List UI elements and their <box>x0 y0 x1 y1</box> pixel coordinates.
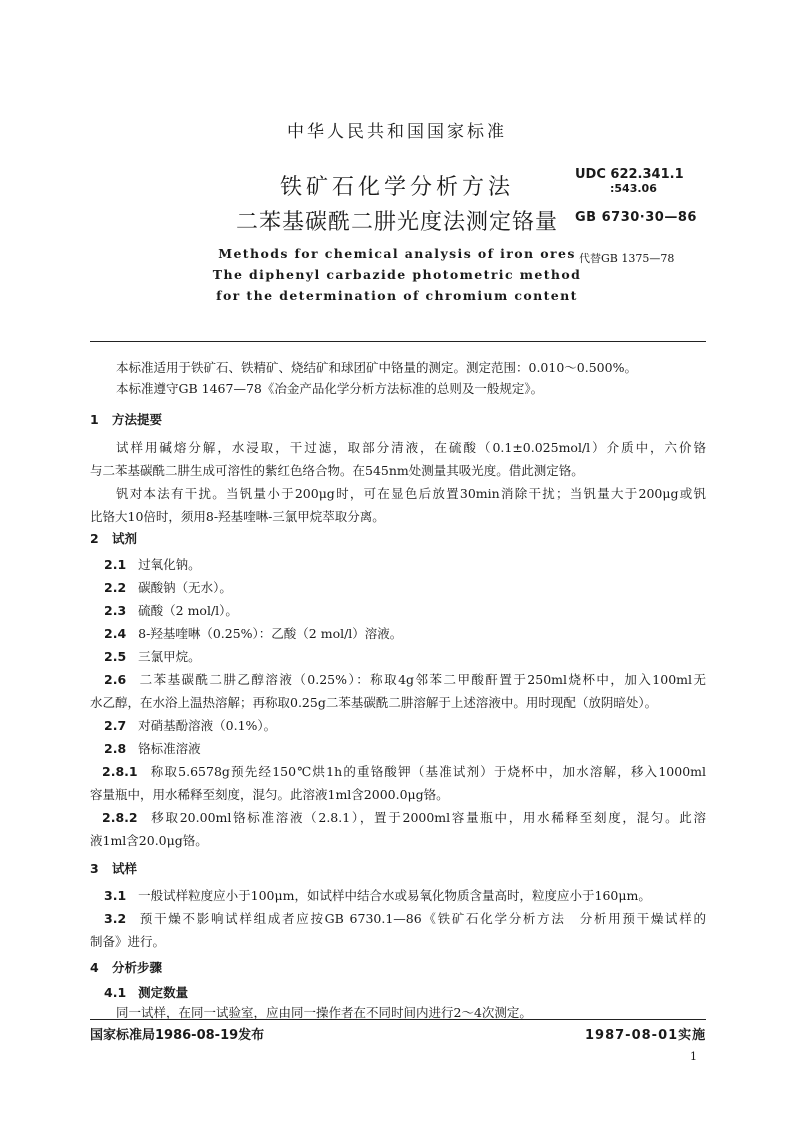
item-text: 碳酸钠（无水）。 <box>138 580 232 595</box>
item-text: 移取20.00ml铬标准溶液（2.8.1），置于2000ml容量瓶中，用水稀释至刻度，混匀。此溶 <box>149 810 706 825</box>
section-1-para-2-line-1: 钒对本法有干扰。当钒量小于200μg时，可在显色后放置30min消除干扰；当钒量大于200μg或钒 <box>116 486 706 501</box>
title-en-line-2: The diphenyl carbazide photometric method <box>212 267 582 282</box>
section-number: 3 <box>90 861 99 876</box>
gb-number: GB 6730·30—86 <box>575 210 697 225</box>
udc-code-suffix: :543.06 <box>610 182 657 195</box>
document-title-cn: 铁矿石化学分析方法 <box>279 175 514 200</box>
reagent-subitem-continuation: 液1ml含20.0μg铬。 <box>90 833 208 848</box>
item-number: 3.1 <box>104 888 127 903</box>
section-3-heading <box>90 859 137 877</box>
reagent-item <box>90 553 706 576</box>
item-number: 2.4 <box>104 626 127 641</box>
reagent-item <box>90 645 706 668</box>
item-number: 4.1 <box>104 985 127 1000</box>
reagent-item-continuation: 水乙醇，在水浴上温热溶解；再称取0.25g二苯基碳酰二肼溶解于上述溶液中。用时现配（放阴暗处）。 <box>90 695 658 710</box>
section-title: 试剂 <box>112 531 138 546</box>
section-1-para-1-line-1: 试样用碱熔分解，水浸取，干过滤，取部分清液，在硫酸（0.1±0.025mol/l）介质中，六价铬 <box>116 440 706 455</box>
section-number: 1 <box>90 412 99 427</box>
item-text: 对硝基酚溶液（0.1%）。 <box>138 718 277 733</box>
sample-item <box>90 884 706 907</box>
section-1-para-1-line-2: 与二苯基碳酰二肼生成可溶性的紫红色络合物。在545nm处测量其吸光度。借此测定铬。 <box>90 463 584 478</box>
item-number: 2.2 <box>104 580 127 595</box>
item-number: 2.7 <box>104 718 127 733</box>
title-en-line-3: for the determination of chromium content <box>216 288 578 303</box>
header-divider <box>90 341 706 342</box>
section-4-heading <box>90 958 162 976</box>
item-text: 8-羟基喹啉（0.25%）：乙酸（2 mol/l）溶液。 <box>138 626 403 641</box>
item-number: 2.5 <box>104 649 127 664</box>
item-text: 三氯甲烷。 <box>138 649 201 664</box>
reagent-item <box>90 622 706 645</box>
item-text: 二苯基碳酰二肼乙醇溶液（0.25%）：称取4g邻苯二甲酸酐置于250ml烧杯中，加入100ml无 <box>138 672 706 687</box>
item-number: 2.8 <box>104 741 127 756</box>
intro-scope: 本标准适用于铁矿石、铁精矿、烧结矿和球团矿中铬量的测定。测定范围：0.010～0.500%。 <box>116 360 637 375</box>
item-text: 硫酸（2 mol/l）。 <box>138 603 238 618</box>
item-text: 铬标准溶液 <box>138 741 201 756</box>
item-text: 一般试样粒度应小于100μm，如试样中结合水或易氧化物质含量高时，粒度应小于160μm。 <box>138 888 651 903</box>
section-title: 方法提要 <box>112 412 163 427</box>
reagent-item <box>90 737 706 760</box>
national-standard-heading: 中华人民共和国国家标准 <box>287 122 507 142</box>
intro-compliance: 本标准遵守GB 1467—78《冶金产品化学分析方法标准的总则及一般规定》。 <box>116 381 544 396</box>
item-text: 预干燥不影响试样组成者应按GB 6730.1—86《铁矿石化学分析方法 分析用预干燥试样的 <box>138 911 706 926</box>
section-number: 4 <box>90 960 99 975</box>
issued-date: 国家标准局1986-08-19发布 <box>90 1028 265 1043</box>
procedure-paragraph: 同一试样，在同一试验室，应由同一操作者在不同时间内进行2～4次测定。 <box>116 1005 532 1020</box>
item-number: 2.3 <box>104 603 127 618</box>
item-number: 2.8.1 <box>102 764 138 779</box>
section-title: 试样 <box>112 861 138 876</box>
udc-code: UDC 622.341.1 <box>575 167 684 182</box>
section-1-para-2-line-2: 比铬大10倍时，须用8-羟基喹啉-三氯甲烷萃取分离。 <box>90 509 385 524</box>
section-number: 2 <box>90 531 99 546</box>
item-text: 测定数量 <box>138 985 189 1000</box>
reagent-subitem <box>90 806 706 829</box>
item-text: 称取5.6578g预先经150℃烘1h的重铬酸钾（基准试剂）于烧杯中，加水溶解，移入1000ml <box>149 764 706 779</box>
section-2-heading <box>90 529 137 547</box>
title-en-line-1: Methods for chemical analysis of iron ores <box>218 246 576 261</box>
section-title: 分析步骤 <box>112 960 163 975</box>
sample-item <box>90 907 706 930</box>
item-number: 3.2 <box>104 911 127 926</box>
document-subtitle-cn: 二苯基碳酰二肼光度法测定铬量 <box>235 210 558 235</box>
item-number: 2.8.2 <box>102 810 138 825</box>
sample-item-continuation: 制备》进行。 <box>90 934 166 949</box>
section-1-heading <box>90 410 162 428</box>
item-number: 2.1 <box>104 557 127 572</box>
item-text: 过氧化钠。 <box>138 557 201 572</box>
replaces-standard: 代替GB 1375—78 <box>579 252 675 265</box>
reagent-subitem <box>90 760 706 783</box>
footer-divider <box>90 1019 706 1020</box>
reagent-item <box>90 576 706 599</box>
reagent-item <box>90 714 706 737</box>
reagent-subitem-continuation: 容量瓶中，用水稀释至刻度，混匀。此溶液1ml含2000.0μg铬。 <box>90 787 449 802</box>
item-number: 2.6 <box>104 672 127 687</box>
page-number: 1 <box>690 1050 697 1063</box>
effective-date: 1987-08-01实施 <box>585 1028 707 1043</box>
reagent-item <box>90 668 706 691</box>
reagent-item <box>90 599 706 622</box>
